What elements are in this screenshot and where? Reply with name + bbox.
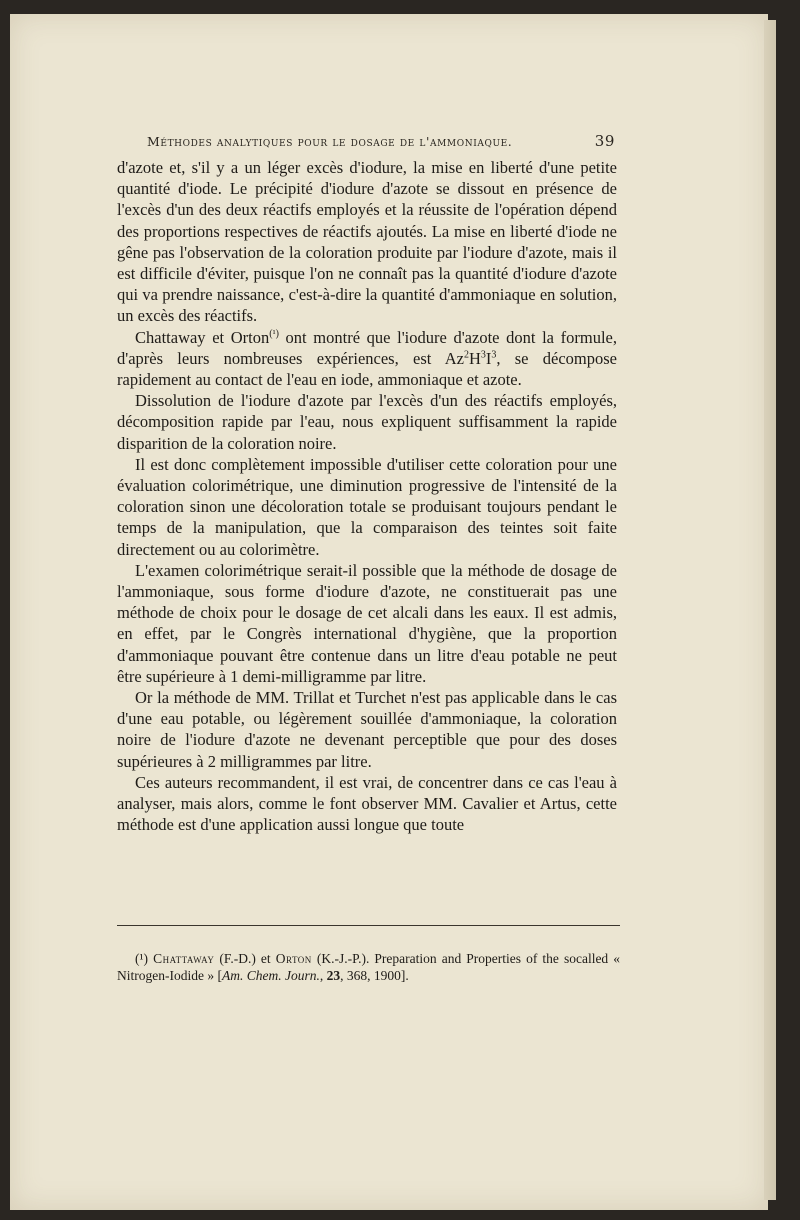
paragraph-2	[117, 327, 617, 391]
paragraph-7: Ces auteurs recommandent, il est vrai, de concentrer dans ce cas l'eau à analyser, mais alors, comme le font observer MM. Cavalier et Artus, cette méthode est d'une application aussi longue que toute	[117, 772, 617, 835]
footnote-author-1: Chattaway	[153, 951, 215, 966]
page-edge	[764, 20, 776, 1200]
footnote-journal: Am. Chem. Journ.	[221, 968, 320, 983]
paragraph-1: d'azote et, s'il y a un léger excès d'iodure, la mise en liberté d'une petite quantité d'iode. Le précipité d'iodure d'azote se dissout en présence de l'excès d'un des deux réactifs employés et la réussite de l'opération dépend des proportions respectives de réactifs ajoutés. La mise en liberté d'iode ne gêne pas l'observation de la coloration produite par l'iodure d'azote, mais il est difficile d'éviter, puisque l'on ne connaît pas la quantité d'iodure d'azote qui va prendre naissance, c'est-à-dire la quantité d'ammoniaque en solution, un excès des réactifs.	[117, 158, 617, 326]
author-names: Chattaway et Orton	[135, 327, 270, 347]
paragraph-3: Dissolution de l'iodure d'azote par l'excès d'un des réactifs employés, décomposition rapide par l'eau, nous expliquent suffisamment la rapide disparition de la coloration noire.	[117, 391, 617, 453]
page-number: 39	[594, 132, 615, 150]
paragraph-2-text: ont montré que l'iodure d'azote dont la formule, d'après leurs nombreuses expériences, est	[117, 327, 618, 368]
footnote-ref: (¹)	[269, 328, 279, 340]
footnote: (¹) Chattaway (F.-D.) et Orton (K.-J.-P.). Preparation and Properties of the socalled « Nitrogen-Iodide » [Am. Chem. Journ., 23, 368, 1900].	[117, 951, 621, 983]
footnote-author-2: Orton	[275, 951, 312, 966]
paragraph-4: Il est donc complètement impossible d'utiliser cette coloration pour une évaluation colorimétrique, une diminution progressive de l'intensité de la coloration sinon une décoloration totale se produisant toujours pendant le temps de la manipulation, que la comparaison des teintes soit faite directement ou au colorimètre.	[117, 454, 617, 559]
footnote-mark: (¹)	[135, 951, 149, 966]
running-title: Méthodes analytiques pour le dosage de l'ammoniaque.	[147, 134, 513, 149]
chemical-formula: $Az^2H^3I^3$	[444, 348, 497, 368]
footnote-volume: 23	[326, 968, 341, 983]
footnote-rule	[117, 925, 620, 926]
running-header	[147, 134, 615, 154]
paragraph-6: Or la méthode de MM. Trillat et Turchet n'est pas applicable dans le cas d'une eau potable, ou légèrement souillée d'ammoniaque, la coloration noire de l'iodure d'azote ne devenant perceptible que pour des doses supérieures à 2 milligrammes par litre.	[117, 688, 617, 771]
paragraph-2-end: , se décompose rapidement au contact de l'eau en iode, ammoniaque et azote.	[117, 348, 617, 390]
paragraph-5: L'examen colorimétrique serait-il possible que la méthode de dosage de l'ammoniaque, sous forme d'iodure d'azote, ne constituerait pas une méthode de choix pour le dosage de cet alcali dans les eaux. Il est admis, en effet, par le Congrès international d'hygiène, que la proportion d'ammoniaque pouvant être contenue dans un litre d'eau potable ne peut être supérieure à 1 demi-milligramme par litre.	[117, 560, 617, 686]
body-text	[117, 157, 617, 836]
